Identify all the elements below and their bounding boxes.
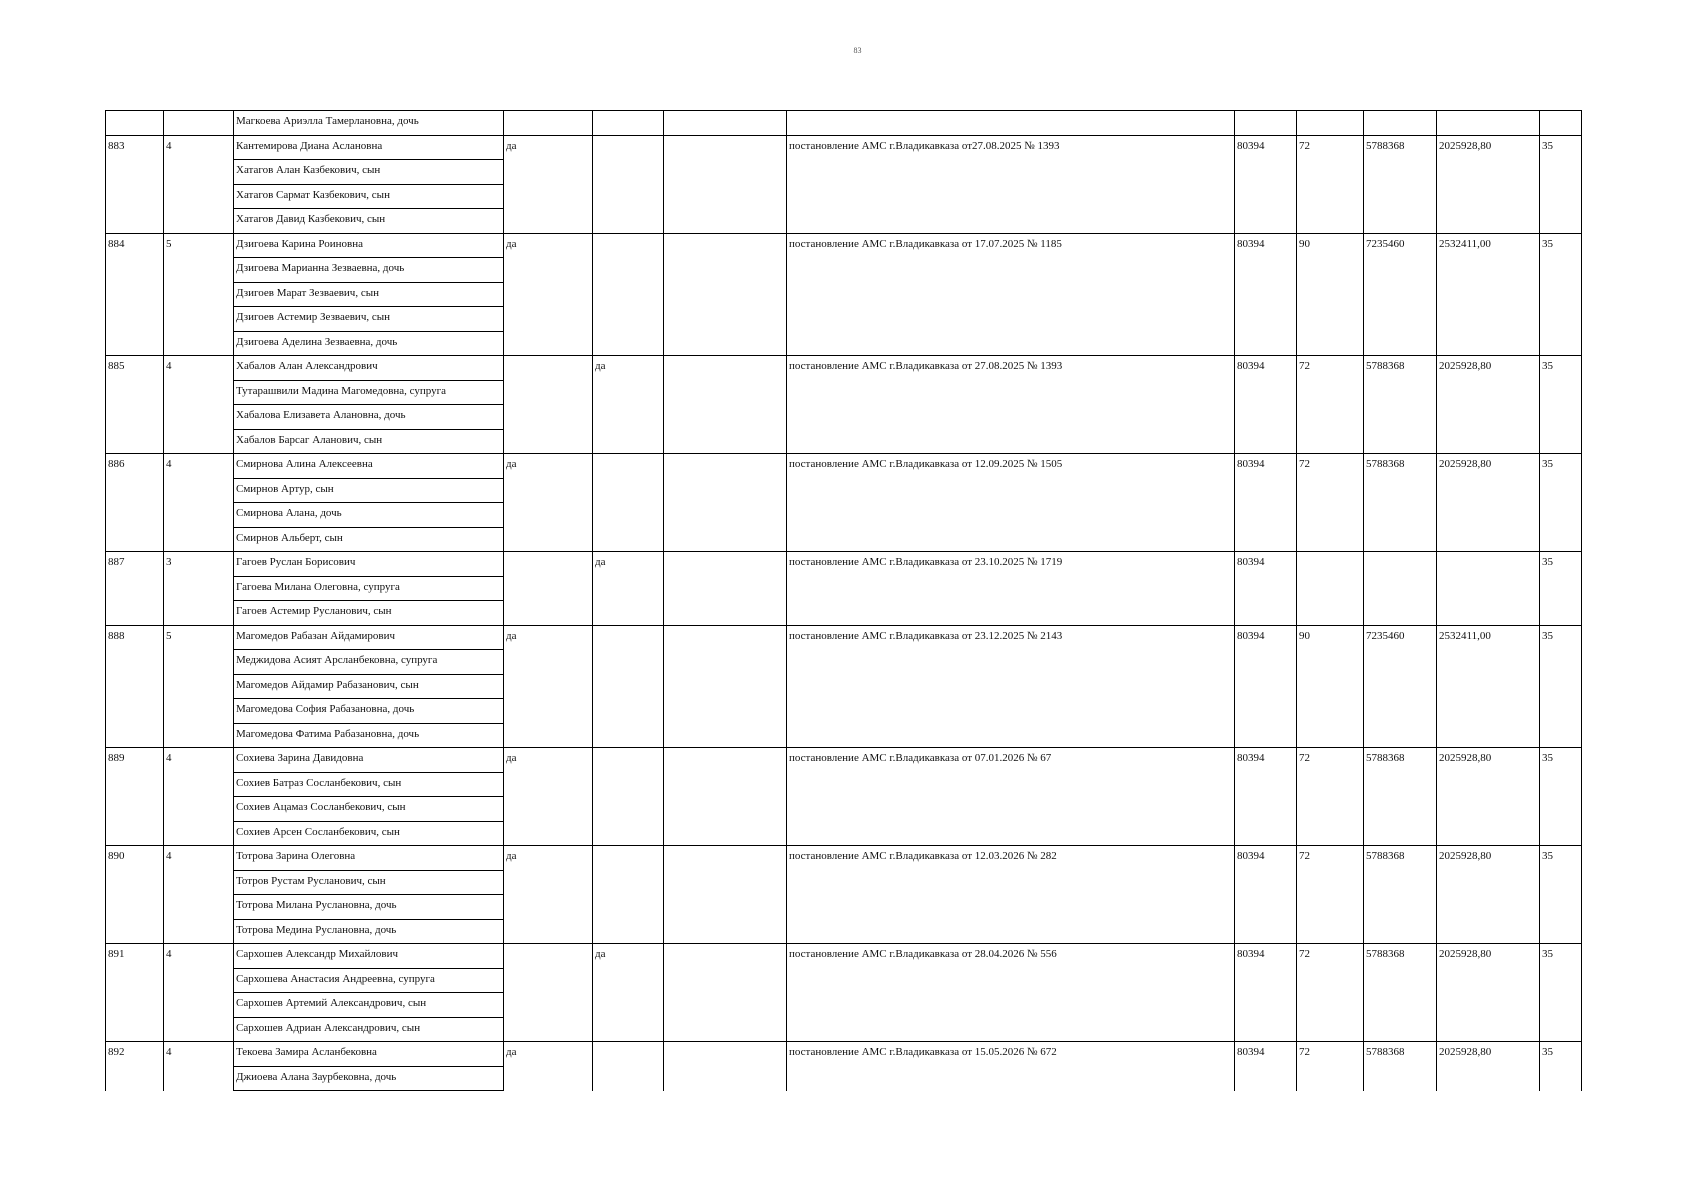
cell-empty	[664, 846, 787, 944]
cell-empty	[664, 454, 787, 552]
cell-member-name: Тотрова Милана Руслановна, дочь	[234, 895, 504, 920]
cell-v3: 5788368	[1364, 944, 1437, 1042]
cell-col-b	[593, 748, 664, 846]
cell-count: 4	[164, 356, 234, 454]
cell-document: постановление АМС г.Владикавказа от 07.01.2026 № 67	[787, 748, 1235, 846]
cell-v2: 72	[1297, 846, 1364, 944]
cell-v2: 72	[1297, 135, 1364, 233]
cell-v2: 90	[1297, 625, 1364, 748]
registry-table	[105, 110, 1582, 1091]
cell-member-name: Сохиев Ацамаз Сосланбекович, сын	[234, 797, 504, 822]
cell-member-name: Сархошев Артемий Александрович, сын	[234, 993, 504, 1018]
cell-v1: 80394	[1235, 356, 1297, 454]
cell-member-name: Хабалов Алан Александрович	[234, 356, 504, 381]
cell-col-b	[593, 111, 664, 136]
cell-empty	[664, 1042, 787, 1091]
cell-member-name: Магомедов Рабазан Айдамирович	[234, 625, 504, 650]
cell-col-a: да	[504, 1042, 593, 1091]
cell-v5: 35	[1540, 552, 1582, 626]
cell-member-name: Гагоев Руслан Борисович	[234, 552, 504, 577]
cell-member-name: Магкоева Ариэлла Тамерлановна, дочь	[234, 111, 504, 136]
cell-member-name: Магомедов Айдамир Рабазанович, сын	[234, 674, 504, 699]
cell-v3	[1364, 552, 1437, 626]
table-row	[106, 233, 1582, 258]
cell-col-a: да	[504, 625, 593, 748]
cell-member-name: Сархошев Александр Михайлович	[234, 944, 504, 969]
cell-member-name: Магомедова София Рабазановна, дочь	[234, 699, 504, 724]
cell-member-name: Сархошев Адриан Александрович, сын	[234, 1017, 504, 1042]
cell-col-a: да	[504, 454, 593, 552]
cell-member-name: Дзигоева Карина Роиновна	[234, 233, 504, 258]
cell-count: 5	[164, 625, 234, 748]
cell-member-name: Дзигоева Аделина Зезваевна, дочь	[234, 331, 504, 356]
cell-col-a: да	[504, 233, 593, 356]
cell-v5: 35	[1540, 1042, 1582, 1091]
cell-document: постановление АМС г.Владикавказа от 15.05.2026 № 672	[787, 1042, 1235, 1091]
cell-member-name: Сохиева Зарина Давидовна	[234, 748, 504, 773]
table-row	[106, 625, 1582, 650]
cell-member-name: Хабалова Елизавета Алановна, дочь	[234, 405, 504, 430]
cell-col-a	[504, 111, 593, 136]
cell-no: 890	[106, 846, 164, 944]
table-row	[106, 748, 1582, 773]
cell-v5: 35	[1540, 625, 1582, 748]
cell-empty	[664, 356, 787, 454]
cell-v4	[1437, 552, 1540, 626]
cell-count: 4	[164, 846, 234, 944]
cell-no: 889	[106, 748, 164, 846]
cell-document	[787, 111, 1235, 136]
cell-v3: 7235460	[1364, 625, 1437, 748]
cell-member-name: Дзигоев Марат Зезваевич, сын	[234, 282, 504, 307]
cell-v2: 72	[1297, 454, 1364, 552]
cell-v2: 90	[1297, 233, 1364, 356]
cell-v4: 2532411,00	[1437, 233, 1540, 356]
table-row	[106, 1042, 1582, 1067]
cell-v1: 80394	[1235, 944, 1297, 1042]
cell-count: 4	[164, 135, 234, 233]
cell-empty	[664, 552, 787, 626]
table-row	[106, 846, 1582, 871]
cell-member-name: Гагоев Астемир Русланович, сын	[234, 601, 504, 626]
table-row	[106, 454, 1582, 479]
cell-v1: 80394	[1235, 748, 1297, 846]
cell-no: 887	[106, 552, 164, 626]
cell-member-name: Гагоева Милана Олеговна, супруга	[234, 576, 504, 601]
cell-col-b: да	[593, 552, 664, 626]
cell-count	[164, 111, 234, 136]
cell-member-name: Хабалов Барсаг Аланович, сын	[234, 429, 504, 454]
page-number: 83	[853, 46, 862, 55]
cell-no	[106, 111, 164, 136]
cell-document: постановление АМС г.Владикавказа от 23.12.2025 № 2143	[787, 625, 1235, 748]
cell-v3: 5788368	[1364, 846, 1437, 944]
cell-member-name: Хатагов Давид Казбекович, сын	[234, 209, 504, 234]
cell-document: постановление АМС г.Владикавказа от 17.07.2025 № 1185	[787, 233, 1235, 356]
cell-member-name: Тутарашвили Мадина Магомедовна, супруга	[234, 380, 504, 405]
cell-count: 5	[164, 233, 234, 356]
cell-empty	[664, 233, 787, 356]
cell-empty	[664, 944, 787, 1042]
cell-member-name: Сохиев Арсен Сосланбекович, сын	[234, 821, 504, 846]
cell-v2: 72	[1297, 356, 1364, 454]
cell-document: постановление АМС г.Владикавказа от27.08.2025 № 1393	[787, 135, 1235, 233]
cell-v3: 5788368	[1364, 135, 1437, 233]
cell-member-name: Сархошева Анастасия Андреевна, супруга	[234, 968, 504, 993]
cell-member-name: Сохиев Батраз Сосланбекович, сын	[234, 772, 504, 797]
cell-no: 884	[106, 233, 164, 356]
cell-document: постановление АМС г.Владикавказа от 28.04.2026 № 556	[787, 944, 1235, 1042]
cell-v4: 2532411,00	[1437, 625, 1540, 748]
cell-no: 886	[106, 454, 164, 552]
cell-count: 3	[164, 552, 234, 626]
cell-v4: 2025928,80	[1437, 1042, 1540, 1091]
cell-col-b	[593, 233, 664, 356]
cell-empty	[664, 625, 787, 748]
cell-v3: 5788368	[1364, 748, 1437, 846]
cell-member-name: Кантемирова Диана Аслановна	[234, 135, 504, 160]
cell-member-name: Магомедова Фатима Рабазановна, дочь	[234, 723, 504, 748]
cell-v4	[1437, 111, 1540, 136]
cell-member-name: Тотрова Медина Руслановна, дочь	[234, 919, 504, 944]
cell-v5: 35	[1540, 748, 1582, 846]
cell-v3: 5788368	[1364, 356, 1437, 454]
cell-v5: 35	[1540, 135, 1582, 233]
cell-count: 4	[164, 748, 234, 846]
cell-v1	[1235, 111, 1297, 136]
cell-col-a: да	[504, 748, 593, 846]
table-row	[106, 552, 1582, 577]
cell-document: постановление АМС г.Владикавказа от 23.10.2025 № 1719	[787, 552, 1235, 626]
cell-member-name: Тотров Рустам Русланович, сын	[234, 870, 504, 895]
cell-v2: 72	[1297, 748, 1364, 846]
cell-member-name: Смирнова Алина Алексеевна	[234, 454, 504, 479]
cell-member-name: Дзигоева Марианна Зезваевна, дочь	[234, 258, 504, 283]
cell-v1: 80394	[1235, 625, 1297, 748]
table-row	[106, 944, 1582, 969]
cell-v5: 35	[1540, 454, 1582, 552]
cell-no: 891	[106, 944, 164, 1042]
table-row	[106, 356, 1582, 381]
cell-member-name: Смирнов Артур, сын	[234, 478, 504, 503]
cell-col-a: да	[504, 846, 593, 944]
cell-col-a	[504, 552, 593, 626]
cell-v1: 80394	[1235, 454, 1297, 552]
cell-empty	[664, 111, 787, 136]
cell-v4: 2025928,80	[1437, 135, 1540, 233]
cell-v2: 72	[1297, 944, 1364, 1042]
cell-no: 892	[106, 1042, 164, 1091]
cell-document: постановление АМС г.Владикавказа от 12.09.2025 № 1505	[787, 454, 1235, 552]
table-row	[106, 135, 1582, 160]
cell-v4: 2025928,80	[1437, 454, 1540, 552]
registry-body	[106, 111, 1582, 1091]
cell-v3: 7235460	[1364, 233, 1437, 356]
cell-v2: 72	[1297, 1042, 1364, 1091]
cell-empty	[664, 748, 787, 846]
cell-col-b	[593, 1042, 664, 1091]
cell-col-b	[593, 846, 664, 944]
cell-v4: 2025928,80	[1437, 944, 1540, 1042]
cell-col-a: да	[504, 135, 593, 233]
cell-col-b: да	[593, 356, 664, 454]
cell-v3: 5788368	[1364, 454, 1437, 552]
cell-v4: 2025928,80	[1437, 846, 1540, 944]
cell-col-b	[593, 625, 664, 748]
cell-member-name: Текоева Замира Асланбековна	[234, 1042, 504, 1067]
cell-empty	[664, 135, 787, 233]
cell-col-b	[593, 135, 664, 233]
cell-v5: 35	[1540, 846, 1582, 944]
cell-col-a	[504, 356, 593, 454]
cell-v3: 5788368	[1364, 1042, 1437, 1091]
cell-v1: 80394	[1235, 846, 1297, 944]
cell-no: 883	[106, 135, 164, 233]
cell-v3	[1364, 111, 1437, 136]
cell-member-name: Смирнова Алана, дочь	[234, 503, 504, 528]
cell-v4: 2025928,80	[1437, 748, 1540, 846]
cell-col-b	[593, 454, 664, 552]
cell-v1: 80394	[1235, 233, 1297, 356]
cell-member-name: Хатагов Сармат Казбекович, сын	[234, 184, 504, 209]
cell-v5	[1540, 111, 1582, 136]
cell-no: 888	[106, 625, 164, 748]
cell-col-a	[504, 944, 593, 1042]
cell-no: 885	[106, 356, 164, 454]
cell-v1: 80394	[1235, 1042, 1297, 1091]
cell-v5: 35	[1540, 233, 1582, 356]
cell-v1: 80394	[1235, 552, 1297, 626]
cell-count: 4	[164, 1042, 234, 1091]
cell-member-name: Тотрова Зарина Олеговна	[234, 846, 504, 871]
cell-v5: 35	[1540, 944, 1582, 1042]
cell-count: 4	[164, 454, 234, 552]
cell-v4: 2025928,80	[1437, 356, 1540, 454]
cell-member-name: Хатагов Алан Казбекович, сын	[234, 160, 504, 185]
cell-v2	[1297, 552, 1364, 626]
table-row	[106, 111, 1582, 136]
cell-document: постановление АМС г.Владикавказа от 12.03.2026 № 282	[787, 846, 1235, 944]
cell-v1: 80394	[1235, 135, 1297, 233]
cell-member-name: Меджидова Асият Арсланбековна, супруга	[234, 650, 504, 675]
cell-v2	[1297, 111, 1364, 136]
cell-member-name: Джиоева Алана Заурбековна, дочь	[234, 1066, 504, 1091]
cell-col-b: да	[593, 944, 664, 1042]
cell-member-name: Смирнов Альберт, сын	[234, 527, 504, 552]
cell-member-name: Дзигоев Астемир Зезваевич, сын	[234, 307, 504, 332]
cell-document: постановление АМС г.Владикавказа от 27.08.2025 № 1393	[787, 356, 1235, 454]
cell-count: 4	[164, 944, 234, 1042]
cell-v5: 35	[1540, 356, 1582, 454]
